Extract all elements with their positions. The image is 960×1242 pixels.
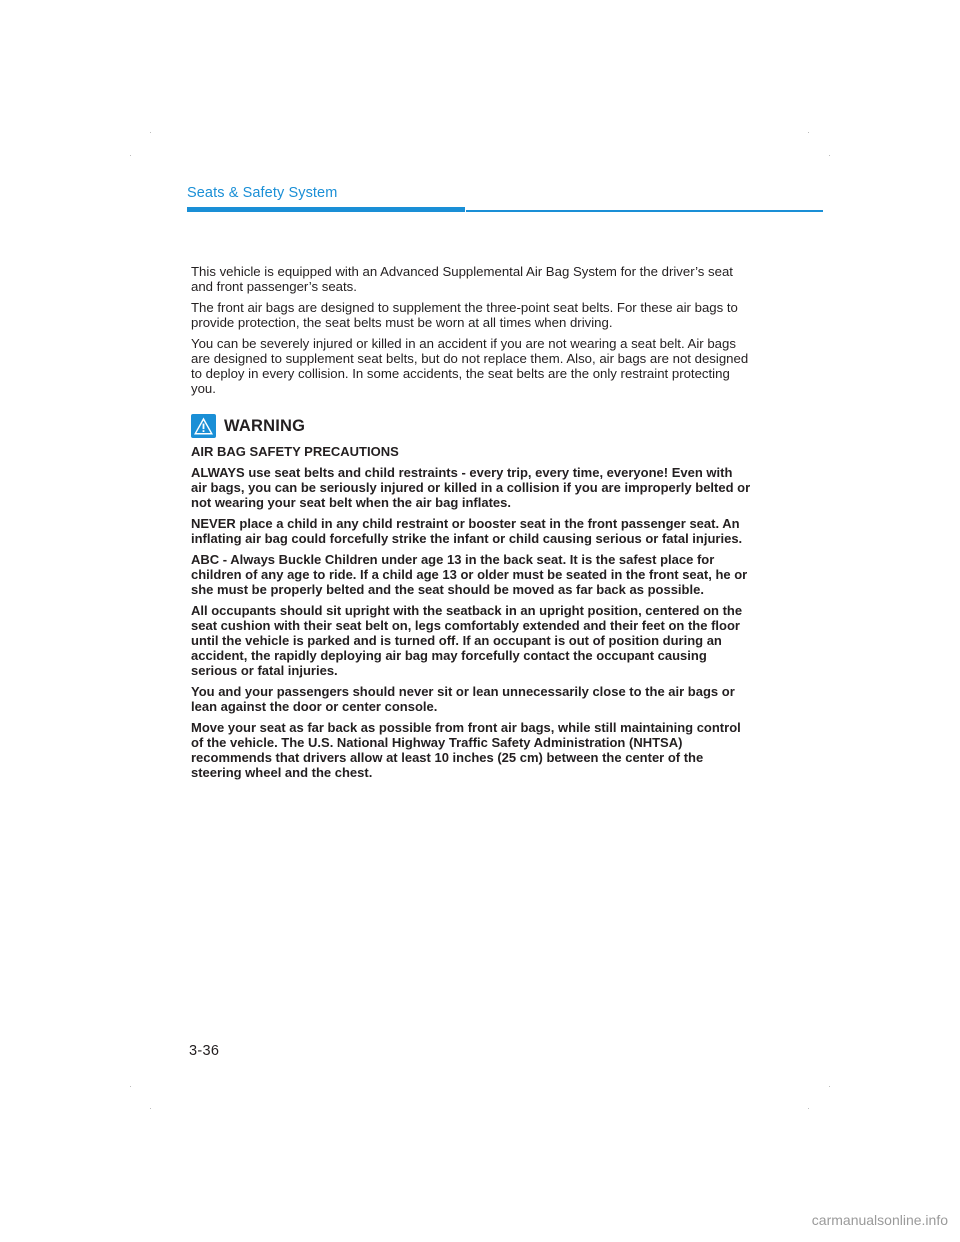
- warning-heading: AIR BAG SAFETY PRECAUTIONS: [191, 444, 399, 459]
- warning-body: [191, 444, 751, 780]
- warning-paragraph: ALWAYS use seat belts and child restraints - every trip, every time, everyone! Even with air bags, you can be seriously injured or killed in a collision if you are improperly belted or not wearing your seat belt when the air bag inflates.: [191, 465, 751, 510]
- watermark: carmanualsonline.info: [811, 1212, 948, 1228]
- warning-paragraph: You and your passengers should never sit or lean unnecessarily close to the air bags or lean against the door or center console.: [191, 684, 735, 714]
- warning-triangle-icon: [191, 414, 216, 438]
- intro-paragraph: This vehicle is equipped with an Advanced Supplemental Air Bag System for the driver’s seat and front passenger’s seats.: [191, 264, 733, 294]
- header-rule-thin: [466, 210, 823, 212]
- warning-paragraph: NEVER place a child in any child restraint or booster seat in the front passenger seat. An inflating air bag could forcefully strike the infant or child causing serious or fatal injuries.: [191, 516, 743, 546]
- crop-mark: [829, 155, 830, 156]
- crop-mark: [808, 1108, 809, 1109]
- page-number: 3-36: [189, 1043, 220, 1059]
- warning-paragraph: Move your seat as far back as possible from front air bags, while still maintaining control of the vehicle. The U.S. National Highway Traffic Safety Administration (NHTSA) recommends that drivers allow at least 10 inches (25 cm) between the center of the steering wheel and the chest.: [191, 720, 741, 780]
- crop-mark: [829, 1086, 830, 1087]
- intro-paragraph: The front air bags are designed to supplement the three-point seat belts. For these air bags to provide protection, the seat belts must be worn at all times when driving.: [191, 300, 738, 330]
- crop-mark: [150, 132, 151, 133]
- section-header: Seats & Safety System: [187, 185, 338, 201]
- intro-text: [191, 264, 751, 402]
- warning-label: WARNING: [224, 416, 306, 435]
- warning-title: [191, 414, 751, 438]
- crop-mark: [150, 1108, 151, 1109]
- header-rule-thick: [187, 207, 465, 212]
- warning-paragraph: ABC - Always Buckle Children under age 13 in the back seat. It is the safest place for children of any age to ride. If a child age 13 or older must be seated in the front seat, he or she must be properly belted and the seat should be moved as far back as possible.: [191, 552, 748, 597]
- crop-mark: [130, 1086, 131, 1087]
- warning-box: [191, 414, 751, 786]
- crop-mark: [808, 132, 809, 133]
- crop-mark: [130, 155, 131, 156]
- warning-paragraph: All occupants should sit upright with the seatback in an upright position, centered on the seat cushion with their seat belt on, legs comfortably extended and their feet on the floor until the vehicle is parked and is turned off. If an occupant is out of position during an accident, the rapidly deploying air bag may forcefully contact the occupant causing serious or fatal injuries.: [191, 603, 743, 678]
- intro-paragraph: You can be severely injured or killed in an accident if you are not wearing a seat belt. Air bags are designed to supplement seat belts, but do not replace them. Also, air bags are not designed to deploy in every collision. In some accidents, the seat belts are the only restraint protecting you.: [191, 336, 749, 396]
